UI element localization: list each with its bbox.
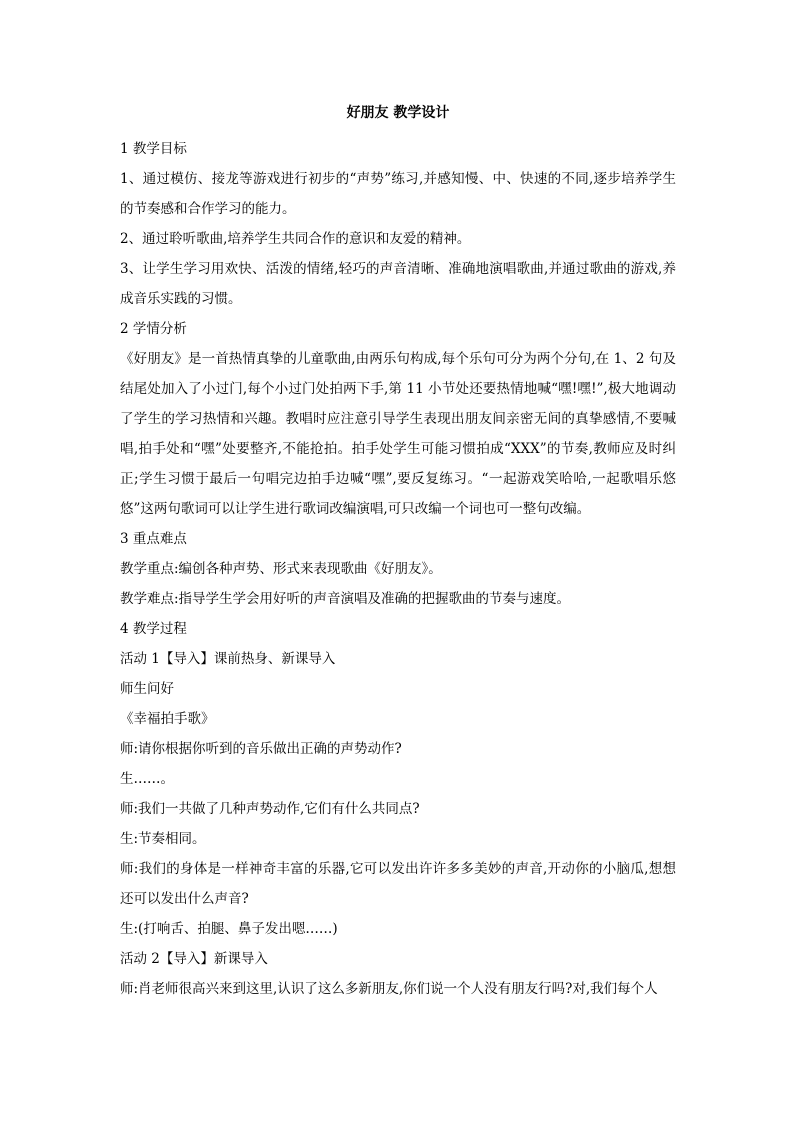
difficult-point-text: 教学难点:指导学生学会用好听的声音演唱及准确的把握歌曲的节奏与速度。: [120, 591, 571, 607]
section-heading-teaching-goals: 1 教学目标: [120, 141, 187, 157]
process-line: 师:我们一共做了几种声势动作,它们有什么共同点?: [120, 801, 420, 817]
section-heading-student-analysis: 2 学情分析: [120, 321, 187, 337]
process-line: 《幸福拍手歌》: [120, 711, 215, 727]
activity-2-heading: 活动 2【导入】新课导入: [120, 951, 268, 967]
goal-item-3: 3、让学生学习用欢快、活泼的情绪,轻巧的声音清晰、准确地演唱歌曲,并通过歌曲的游戏,养成音乐实践的习惯。: [120, 261, 676, 307]
process-line: 生……。: [120, 771, 174, 787]
process-line: 师:肖老师很高兴来到这里,认识了这么多新朋友,你们说一个人没有朋友行吗?对,我们每个人: [120, 981, 658, 997]
activity-1-heading: 活动 1【导入】课前热身、新课导入: [120, 651, 336, 667]
process-line: 师:我们的身体是一样神奇丰富的乐器,它可以发出许许多多美妙的声音,开动你的小脑瓜,想想还可以发出什么声音?: [120, 861, 676, 907]
document-body: [120, 104, 676, 1004]
key-point-text: 教学重点:编创各种声势、形式来表现歌曲《好朋友》。: [120, 561, 442, 577]
goal-item-1: 1、通过模仿、接龙等游戏进行初步的“声势”练习,并感知慢、中、快速的不同,逐步培养学生的节奏感和合作学习的能力。: [120, 171, 676, 217]
goal-item-2: 2、通过聆听歌曲,培养学生共同合作的意识和友爱的精神。: [120, 231, 471, 247]
process-line: 生:(打响舌、拍腿、鼻子发出嗯……): [120, 921, 338, 937]
student-analysis-text: 《好朋友》是一首热情真挚的儿童歌曲,由两乐句构成,每个乐句可分为两个分句,在 1、2 句及结尾处加入了小过门,每个小过门处拍两下手,第 11 小节处还要热情地喊“嘿!嘿!”,极大地调动了学生的学习热情和兴趣。教唱时应注意引导学生表现出朋友间亲密无间的真挚感情,不要喊唱,拍手处和“嘿”处要整齐,不能抢拍。拍手处学生可能习惯拍成“XXX”的节奏,教师应及时纠正;学生习惯于最后一句唱完边拍手边喊“嘿”,要反复练习。“一起游戏笑哈哈,一起歌唱乐悠悠”这两句歌词可以让学生进行歌词改编演唱,可只改编一个词也可一整句改编。: [120, 351, 676, 517]
process-line: 生:节奏相同。: [120, 831, 206, 847]
section-heading-teaching-process: 4 教学过程: [120, 621, 187, 637]
section-heading-key-points: 3 重点难点: [120, 531, 187, 547]
document-title: 好朋友 教学设计: [346, 105, 450, 121]
process-line: 师生问好: [120, 681, 174, 697]
process-line: 师:请你根据你听到的音乐做出正确的声势动作?: [120, 741, 402, 757]
